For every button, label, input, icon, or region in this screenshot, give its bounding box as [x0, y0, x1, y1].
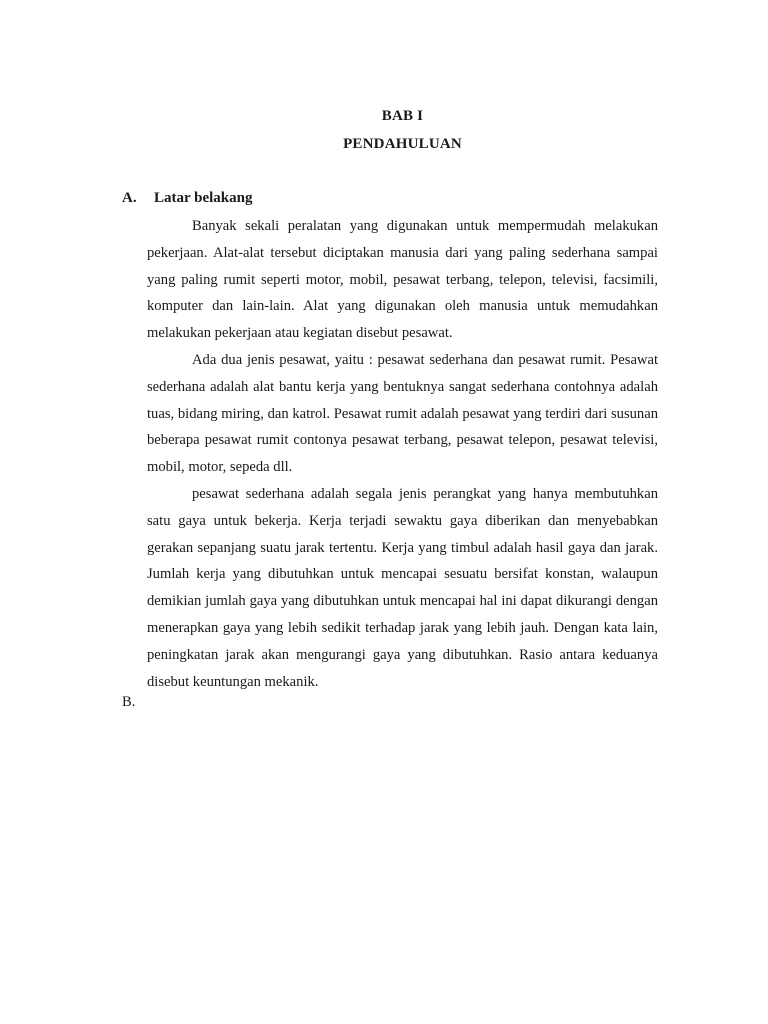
section-a-heading: [122, 190, 253, 207]
chapter-title: PENDAHULUAN: [343, 136, 462, 152]
paragraph-3: pesawat sederhana adalah segala jenis perangkat yang hanya membutuhkan satu gaya untuk bekerja. Kerja terjadi sewaktu gaya diberikan dan menyebabkan gerakan sepanjang suatu jarak tertentu. Kerja yang timbul adalah hasil gaya dan jarak. Jumlah kerja yang dibutuhkan untuk mencapai sesuatu bersifat konstan, walaupun demikian jumlah gaya yang dibutuhkan untuk mencapai hal ini dapat dikurangi dengan menerapkan gaya yang lebih sedikit terhadap jarak yang lebih jauh. Dengan kata lain, peningkatan jarak akan mengurangi gaya yang dibutuhkan. Rasio antara keduanya disebut keuntungan mekanik.: [147, 485, 658, 690]
section-a-letter: A.: [122, 190, 137, 206]
chapter-number: BAB I: [381, 108, 424, 124]
paragraph-1: Banyak sekali peralatan yang digunakan untuk mempermudah melakukan pekerjaan. Alat-alat tersebut diciptakan manusia dari yang paling sederhana sampai yang paling rumit seperti motor, mobil, pesawat terbang, telepon, televisi, facsimili, komputer dan lain-lain. Alat yang digunakan oleh manusia untuk memudahkan melakukan pekerjaan atau kegiatan disebut pesawat.: [147, 218, 658, 342]
section-b-letter: B.: [122, 694, 136, 710]
paragraph-2: Ada dua jenis pesawat, yaitu : pesawat sederhana dan pesawat rumit. Pesawat sederhana adalah alat bantu kerja yang bentuknya sangat sederhana contohnya adalah tuas, bidang miring, dan katrol. Pesawat rumit adalah pesawat yang terdiri dari susunan beberapa pesawat rumit contonya pesawat terbang, pesawat telepon, pesawat televisi, mobil, motor, sepeda dll.: [147, 351, 658, 476]
section-a-title: Latar belakang: [154, 190, 253, 206]
section-a-body: [147, 213, 658, 695]
